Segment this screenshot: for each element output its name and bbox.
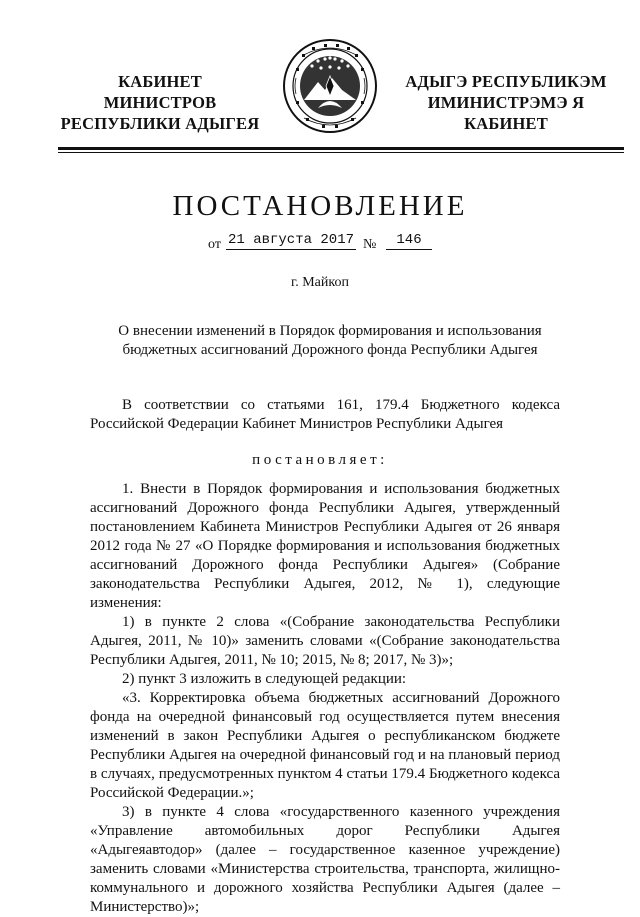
issuer-name-russian bbox=[60, 71, 260, 134]
issuer-line-2-adyghe: ИМИНИСТРЭМЭ Я КАБИНЕТ bbox=[427, 93, 585, 133]
paragraph-5: 3) в пункте 4 слова «государственного казенного учреждения «Управление автомобильных дорог Республики Адыгея «Адыгеяавтодор» (далее – государственное казенное учреждение) заменить словами «Министерства строительства, транспорта, жилищно-коммунального и дорожного хозяйства Республики Адыгея (далее – Министерство)»; bbox=[90, 804, 560, 915]
issuer-line-1: КАБИНЕТ МИНИСТРОВ bbox=[103, 72, 217, 112]
preamble bbox=[90, 396, 560, 434]
preamble-text: В соответствии со статьями 161, 179.4 Бюджетного кодекса Российской Федерации Кабинет Министров Республики Адыгея bbox=[90, 397, 560, 432]
date-prefix: от bbox=[208, 237, 221, 252]
paragraph-4: «3. Корректировка объема бюджетных ассигнований Дорожного фонда на очередной финансовый год осуществляется путем внесения изменений в закон Республики Адыгея о республиканском бюджете Республики Адыгея на очередной финансовый год и на плановый период в случаях, предусмотренных пунктом 4 статьи 179.4 Бюджетного кодекса Российской Федерации.»; bbox=[90, 690, 560, 801]
document-date: 21 августа 2017 bbox=[227, 232, 355, 248]
paragraph-1: 1. Внести в Порядок формирования и использования бюджетных ассигнований Дорожного фонда Республики Адыгея, утвержденный постановлением Кабинета Министров Республики Адыгея от 26 января 2012 года № 27 «О Порядке формирования и использования бюджетных ассигнований Дорожного фонда Республики Адыгея» (Собрание законодательства Республики Адыгея, 2012, № 1), следующие изменения: bbox=[90, 481, 560, 611]
paragraph-2: 1) в пункте 2 слова «(Собрание законодательства Республики Адыгея, 2011, № 10)» заменить словами «(Собрание законодательства Республики Адыгея, 2011, № 10; 2015, № 8; 2017, № 3)»; bbox=[90, 614, 560, 668]
paragraph-3: 2) пункт 3 изложить в следующей редакции: bbox=[122, 671, 407, 687]
coat-of-arms-icon bbox=[282, 38, 378, 134]
issuer-line-1-adyghe: АДЫГЭ РЕСПУБЛИКЭМ bbox=[405, 72, 607, 91]
document-number: 146 bbox=[386, 232, 432, 250]
header-divider-thick bbox=[58, 147, 624, 150]
document-body bbox=[90, 480, 560, 917]
document-subject: О внесении изменений в Порядок формирования и использования бюджетных ассигнований Дорожного фонда Республики Адыгея bbox=[118, 323, 542, 358]
number-sign: № bbox=[363, 237, 377, 252]
date-number-line bbox=[200, 232, 460, 256]
issuer-line-2: РЕСПУБЛИКИ АДЫГЕЯ bbox=[60, 114, 260, 133]
header-divider-thin bbox=[58, 152, 624, 153]
issuer-name-adyghe bbox=[390, 71, 622, 134]
document-title: ПОСТАНОВЛЕНИЕ bbox=[172, 190, 468, 222]
document-city: г. Майкоп bbox=[291, 275, 349, 290]
decree-word: постановляет: bbox=[252, 452, 388, 468]
